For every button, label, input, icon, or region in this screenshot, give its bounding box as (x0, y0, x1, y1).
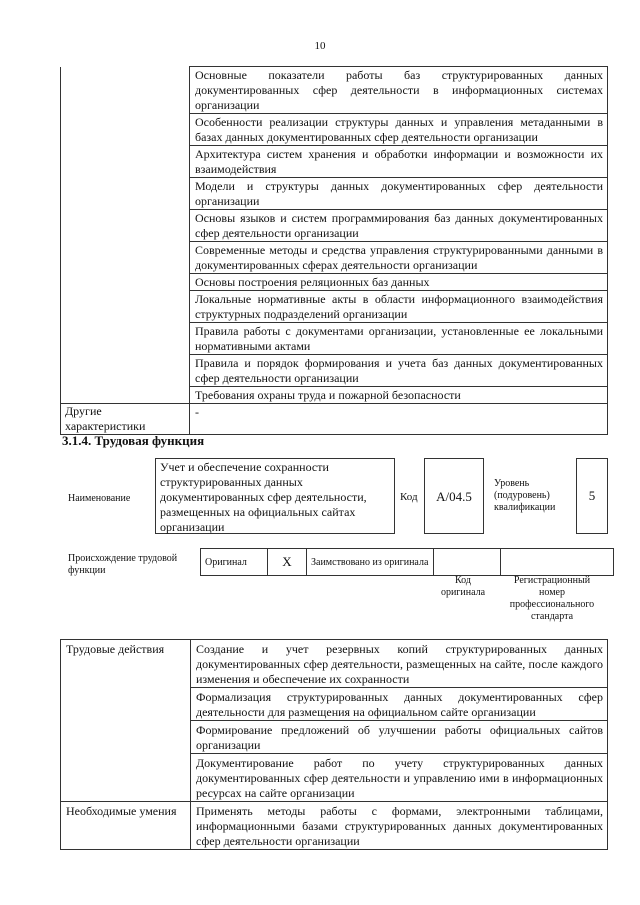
other-characteristics-value: - (190, 404, 608, 435)
origin-code-caption: Код оригинала (440, 575, 486, 598)
level-label: Уровень (подуровень) квалификации (494, 478, 556, 513)
action-item: Формирование предложений об улучшении работы официальных сайтов организации (191, 721, 608, 754)
origin-reg-caption: Регистрационный номер профессионального стандарта (509, 575, 595, 622)
level-value: 5 (576, 458, 608, 534)
original-mark: X (268, 549, 307, 576)
action-item: Документирование работ по учету структурированных данных документированных сфер деятельности и управлению ими в информационных ресурсах на сайте организации (191, 754, 608, 802)
function-name-value: Учет и обеспечение сохранности структурированных данных документированных сфер деятельности, размещенных на официальных сайтах организации (155, 458, 395, 534)
labor-table (60, 639, 608, 850)
knowledge-item: Правила работы с документами организации, установленные ее локальными нормативными актами (190, 323, 608, 355)
knowledge-item: Основные показатели работы баз структурированных данных документированных сфер деятельности в информационных системах организации (190, 67, 608, 114)
knowledge-item: Особенности реализации структуры данных и управления метаданными в базах данных документированных сфер деятельности организации (190, 114, 608, 146)
code-label: Код (400, 491, 418, 503)
section-title: 3.1.4. Трудовая функция (62, 433, 205, 448)
skills-label: Необходимые умения (61, 802, 191, 850)
origin-reg-cell (501, 549, 614, 576)
knowledge-item: Основы языков и систем программирования баз данных документированных сфер деятельности организации (190, 210, 608, 242)
knowledge-item: Архитектура систем хранения и обработки информации и возможности их взаимодействия (190, 146, 608, 178)
knowledge-label-cell (61, 67, 190, 404)
origin-label: Происхождение трудовой функции (68, 553, 178, 576)
knowledge-table (60, 66, 608, 435)
action-item: Формализация структурированных данных документированных сфер деятельности для размещения на официальном сайте организации (191, 688, 608, 721)
knowledge-item: Модели и структуры данных документированных сфер деятельности организации (190, 178, 608, 210)
other-characteristics-label: Другие характеристики (61, 404, 190, 435)
action-item: Создание и учет резервных копий структурированных данных документированных сфер деятельности, размещенных на сайте, после каждого изменения и обеспечение их сохранности (191, 640, 608, 688)
knowledge-item: Основы построения реляционных баз данных (190, 274, 608, 291)
skill-item: Применять методы работы с формами, электронными таблицами, информационными базами структурированных данных документированных сфер деятельности организации (191, 802, 608, 850)
origin-table (200, 548, 614, 576)
original-label: Оригинал (201, 549, 268, 576)
knowledge-item: Правила и порядок формирования и учета баз данных документированных сфер деятельности организации (190, 355, 608, 387)
knowledge-item: Локальные нормативные акты в области информационного взаимодействия структурных подразделений организации (190, 291, 608, 323)
page-number: 10 (314, 40, 326, 52)
code-value: А/04.5 (424, 458, 484, 534)
origin-code-cell (434, 549, 501, 576)
knowledge-item: Требования охраны труда и пожарной безопасности (190, 387, 608, 404)
actions-label: Трудовые действия (61, 640, 191, 802)
borrowed-label: Заимствовано из оригинала (307, 549, 434, 576)
knowledge-item: Современные методы и средства управления структурированными данными в документированных сферах деятельности организации (190, 242, 608, 274)
name-label: Наименование (68, 493, 131, 504)
